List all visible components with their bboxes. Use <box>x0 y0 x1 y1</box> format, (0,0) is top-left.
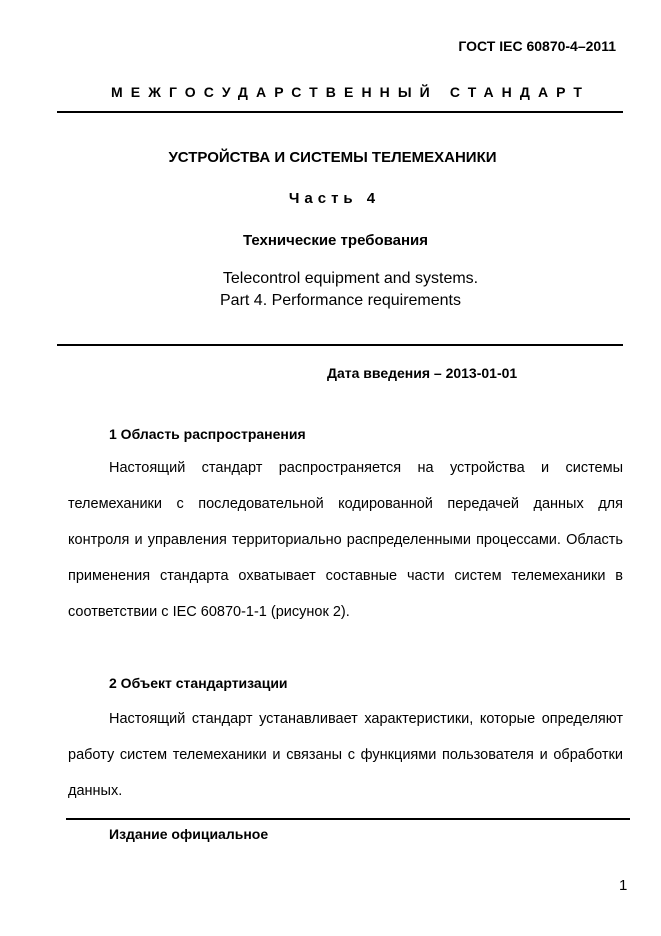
document-subtitle-ru: Технические требования <box>242 232 429 249</box>
top-divider <box>57 111 623 113</box>
document-title-en-line1: Telecontrol equipment and systems. <box>222 270 479 287</box>
document-code: ГОСТ IEC 60870-4–2011 <box>458 38 616 54</box>
title-divider <box>57 344 623 346</box>
footer-divider <box>66 818 630 820</box>
document-title-en-line2: Part 4. Performance requirements <box>220 292 461 309</box>
section-heading-scope: 1 Область распространения <box>109 426 306 442</box>
standard-type-heading: МЕЖГОСУДАРСТВЕННЫЙ СТАНДАРТ <box>111 84 591 100</box>
official-edition-label: Издание официальное <box>109 826 269 842</box>
section-text-scope: Настоящий стандарт распространяется на устройства и системы телемеханики с последовательной кодированной передачей данных для контроля и управления территориально распределенными процессами. Область применения стандарта охватывает составные части систем телемеханики в соответствии с IEC 60870-1-1 (рисунок 2). <box>68 460 623 620</box>
page-number: 1 <box>619 877 628 894</box>
part-label: Часть 4 <box>288 190 381 207</box>
section-heading-object: 2 Объект стандартизации <box>109 675 288 691</box>
document-title-ru: УСТРОЙСТВА И СИСТЕМЫ ТЕЛЕМЕХАНИКИ <box>168 149 497 166</box>
introduction-date: Дата введения – 2013-01-01 <box>327 365 518 381</box>
section-text-object: Настоящий стандарт устанавливает характеристики, которые определяют работу систем телемеханики и связаны с функциями пользователя и обработки данных. <box>68 711 623 799</box>
